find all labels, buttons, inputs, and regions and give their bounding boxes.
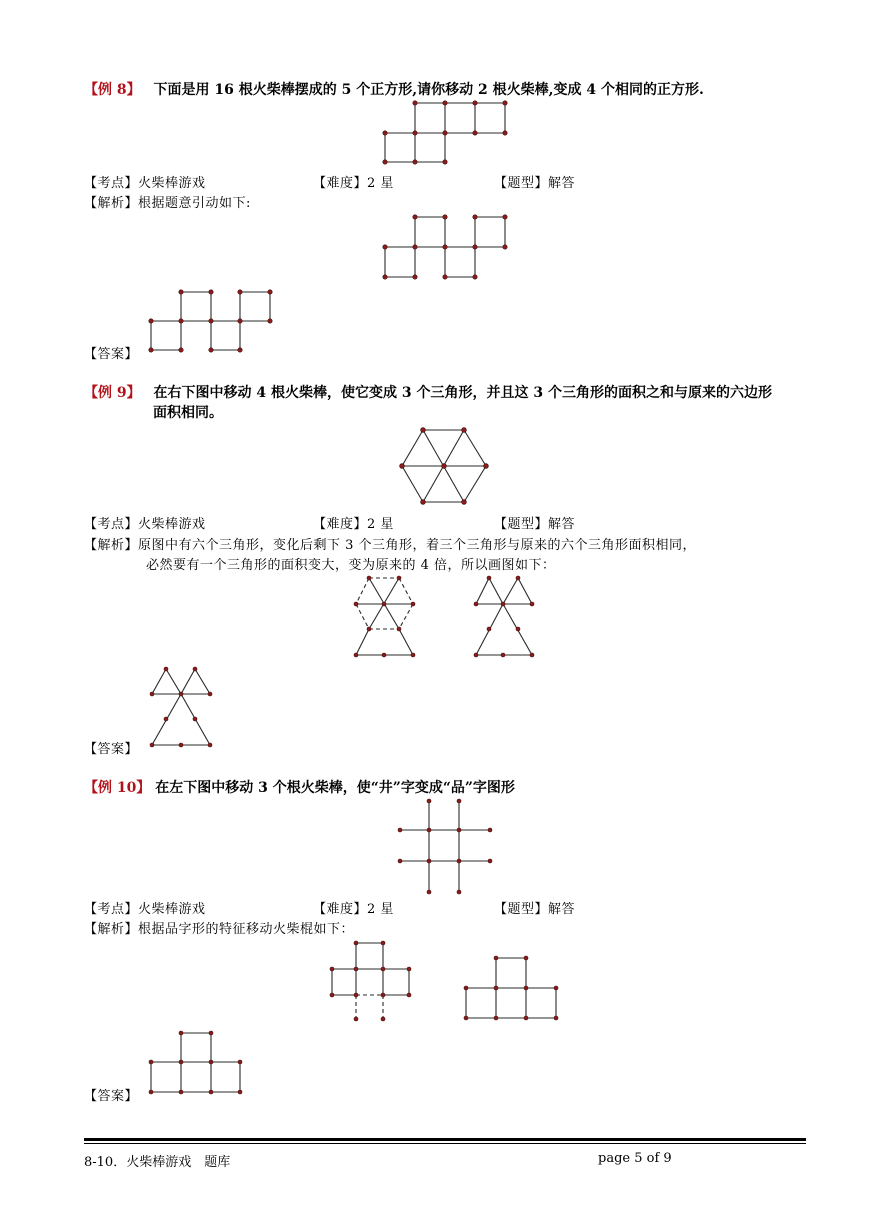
ex9-process-lines xyxy=(356,578,413,655)
ex8-question-line xyxy=(84,79,704,99)
ex10-question-line xyxy=(84,777,515,797)
footer-rule-thin xyxy=(84,1143,806,1144)
footer-title: 8-10．火柴棒游戏 题库 xyxy=(84,1155,231,1170)
ex10-tag: 【例 10】 xyxy=(84,780,151,796)
ex9-hexagon-figure xyxy=(398,426,490,504)
ex10-answer-figure xyxy=(147,1029,245,1099)
ex10-result-figure xyxy=(462,954,560,1024)
ex10-jing-lines xyxy=(400,801,490,892)
ex8-kaodian: 【考点】火柴棒游戏 xyxy=(84,176,206,191)
ex10-result-lines xyxy=(466,958,556,1018)
ex8-question: 下面是用 16 根火柴棒摆成的 5 个正方形,请你移动 2 根火柴棒,变成 4 个相同的正方形. xyxy=(153,82,704,98)
ex9-question-1: 在右下图中移动 4 根火柴棒，使它变成 3 个三角形，并且这 3 个三角形的面积之和与原来的六边形 xyxy=(153,385,772,401)
ex10-process-lines xyxy=(332,943,409,1019)
ex9-jiexi-1: 【解析】原图中有六个三角形，变化后剩下 3 个三角形，着三个三角形与原来的六个三角形面积相同， xyxy=(84,538,697,553)
footer-page-number: page 5 of 9 xyxy=(598,1151,672,1166)
ex9-answer-lines xyxy=(152,669,210,745)
ex8-original-figure xyxy=(380,100,510,166)
ex8-jiexi: 【解析】根据题意引动如下: xyxy=(84,196,251,211)
ex9-result-lines xyxy=(476,578,532,655)
ex10-process-figure xyxy=(328,939,414,1023)
ex9-result-dots xyxy=(474,576,534,657)
ex10-answer-lines xyxy=(151,1033,240,1092)
ex10-nandu: 【难度】2 星 xyxy=(313,902,394,917)
ex10-process-dots xyxy=(330,941,411,1021)
ex9-tag: 【例 9】 xyxy=(84,385,141,401)
ex9-question-line xyxy=(84,382,772,402)
ex8-answer-figure xyxy=(147,288,273,354)
ex8-answer-label: 【答案】 xyxy=(84,347,139,362)
ex9-process-figure xyxy=(350,574,420,660)
ex9-kaodian: 【考点】火柴棒游戏 xyxy=(84,517,206,532)
ex9-answer-dots xyxy=(150,667,212,747)
ex8-tixing: 【题型】解答 xyxy=(494,176,576,191)
ex9-answer-figure xyxy=(146,665,216,751)
ex10-jiexi: 【解析】根据品字形的特征移动火柴棍如下： xyxy=(84,922,355,937)
ex9-jiexi-2: 必然要有一个三角形的面积变大，变为原来的 4 倍，所以画图如下： xyxy=(146,558,556,573)
ex10-jing-dots xyxy=(398,799,492,894)
ex9-question-2: 面积相同。 xyxy=(153,405,223,421)
ex10-answer-label: 【答案】 xyxy=(84,1089,139,1104)
ex8-solution-figure xyxy=(380,214,510,280)
ex10-jing-figure xyxy=(396,798,494,896)
ex8-nandu: 【难度】2 星 xyxy=(313,176,394,191)
ex10-question: 在左下图中移动 3 个根火柴棒，使“井”字变成“品”字图形 xyxy=(155,780,515,796)
ex8-tag: 【例 8】 xyxy=(84,82,141,98)
ex10-tixing: 【题型】解答 xyxy=(494,902,576,917)
ex9-answer-label: 【答案】 xyxy=(84,742,139,757)
ex9-result-figure xyxy=(470,574,540,660)
ex10-kaodian: 【考点】火柴棒游戏 xyxy=(84,902,206,917)
ex9-tixing: 【题型】解答 xyxy=(494,517,576,532)
footer-rule-thick xyxy=(84,1138,806,1141)
ex9-nandu: 【难度】2 星 xyxy=(313,517,394,532)
